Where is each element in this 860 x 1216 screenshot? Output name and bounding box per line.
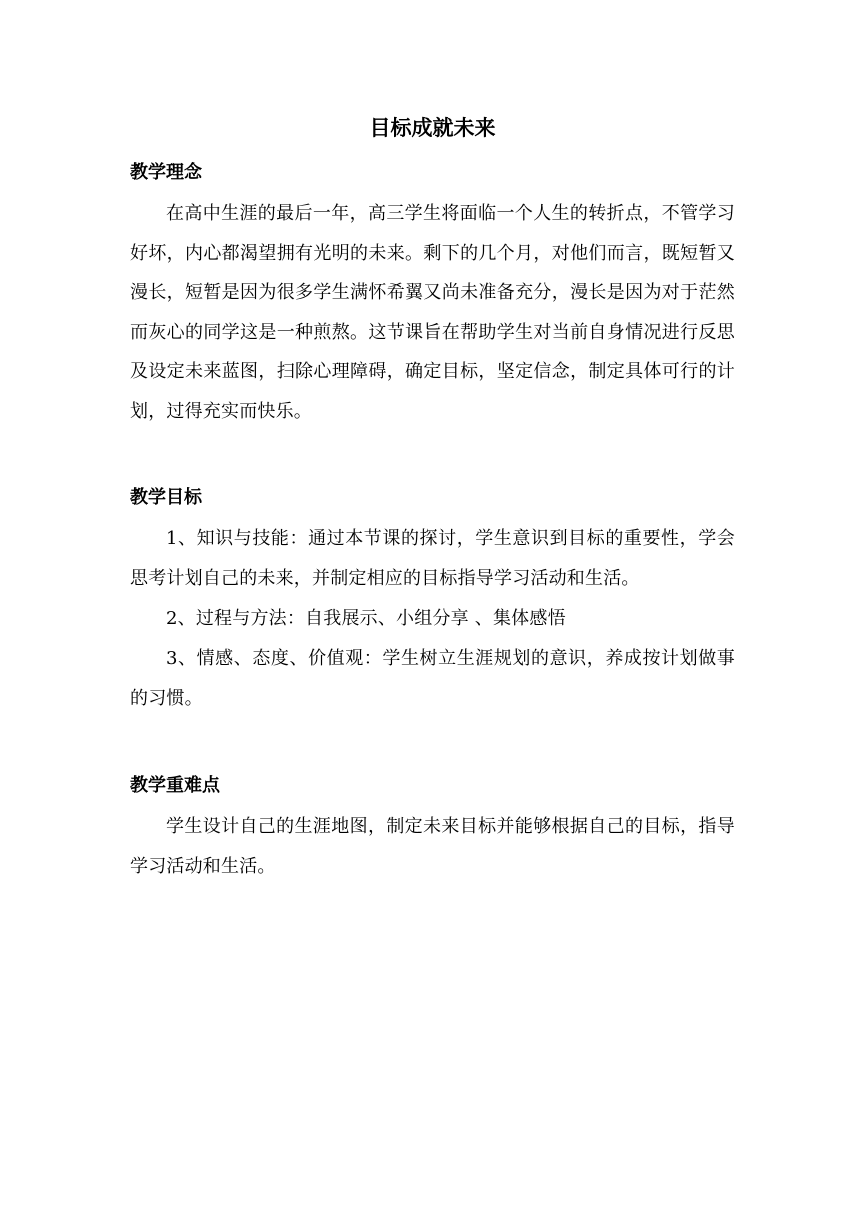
section-heading: 教学目标 [130, 487, 202, 508]
section-teaching-objectives [130, 483, 735, 719]
paragraph: 学生设计自己的生涯地图，制定未来目标并能够根据自己的目标，指导学习活动和生活。 [130, 816, 735, 877]
section-heading: 教学理念 [130, 162, 202, 183]
paragraph: 1、知识与技能：通过本节课的探讨，学生意识到目标的重要性，学会思考计划自己的未来，并制定相应的目标指导学习活动和生活。 [130, 528, 735, 589]
paragraph: 3、情感、态度、价值观：学生树立生涯规划的意识，养成按计划做事的习惯。 [130, 648, 735, 709]
section-heading: 教学重难点 [130, 775, 220, 796]
document-page [130, 110, 735, 939]
section-teaching-philosophy [130, 158, 735, 431]
section-key-difficulties [130, 771, 735, 887]
paragraph: 在高中生涯的最后一年，高三学生将面临一个人生的转折点，不管学习好坏，内心都渴望拥有光明的未来。剩下的几个月，对他们而言，既短暂又漫长，短暂是因为很多学生满怀希翼又尚未准备充分，漫长是因为对于茫然而灰心的同学这是一种煎熬。这节课旨在帮助学生对当前自身情况进行反思及设定未来蓝图，扫除心理障碍，确定目标，坚定信念，制定具体可行的计划，过得充实而快乐。 [130, 203, 735, 422]
paragraph: 2、过程与方法：自我展示、小组分享 、集体感悟 [166, 608, 566, 629]
document-title: 目标成就未来 [369, 116, 496, 140]
